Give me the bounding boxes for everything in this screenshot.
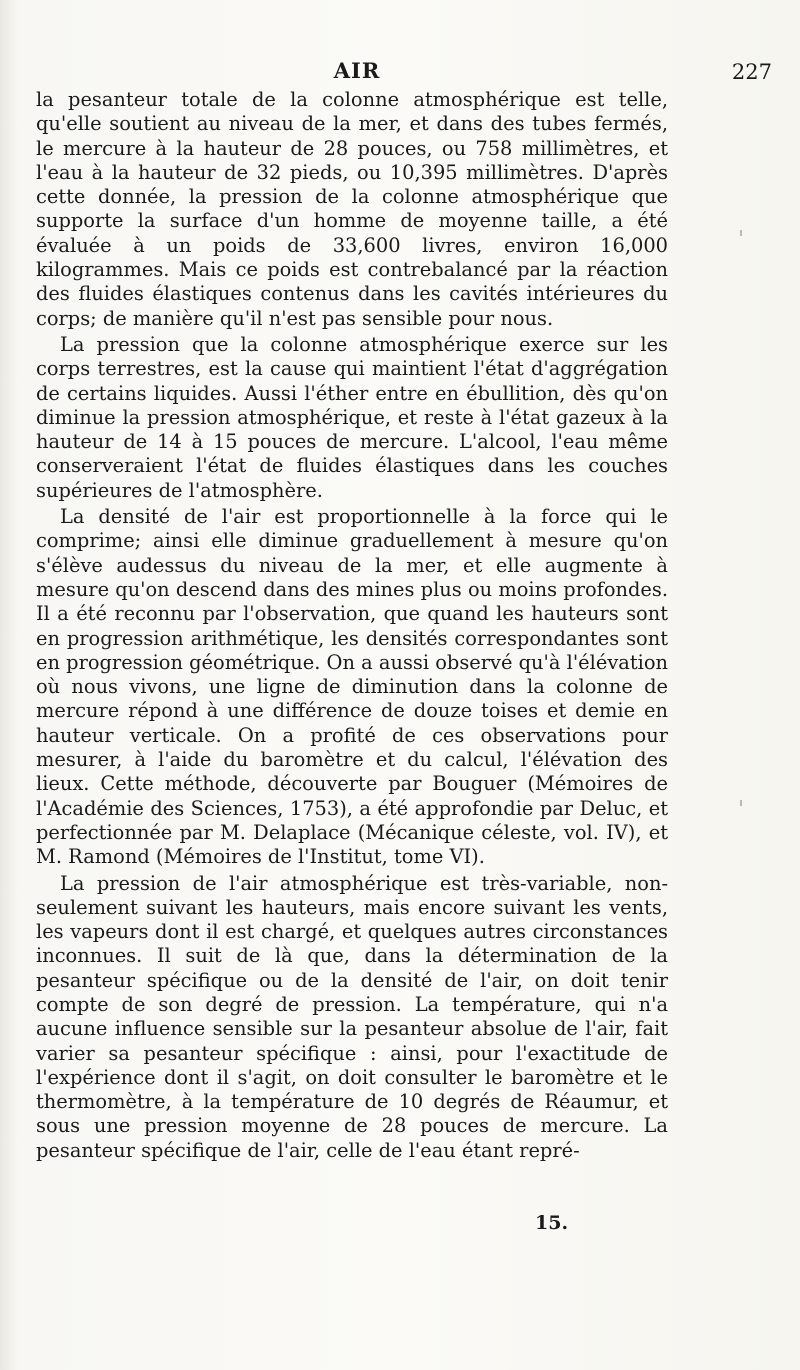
paragraph-1: la pesanteur totale de la colonne atmosphérique est telle, qu'elle soutient au niveau de la mer, et dans des tubes fermés, le mercure à la hauteur de 28 pouces, ou 758 millimètres, et l'eau à la hauteur de 32 pieds, ou 10,395 millimètres. D'après cette donnée, la pression de la colonne atmosphérique que supporte la surface d'un homme de moyenne taille, a été évaluée à un poids de 33,600 livres, environ 16,000 kilogrammes. Mais ce poids est contrebalancé par la réaction des fluides élastiques contenus dans les cavités intérieures du corps; de manière qu'il n'est pas sensible pour nous. bbox=[36, 88, 668, 330]
paragraph-3: La densité de l'air est proportionnelle à la force qui le comprime; ainsi elle diminue graduellement à mesure qu'on s'élève audessus du niveau de la mer, et elle augmente à mesure qu'on descend dans des mines plus ou moins profondes. Il a été reconnu par l'observation, que quand les hauteurs sont en progression arithmétique, les densités correspondantes sont en progression géométrique. On a aussi observé qu'à l'élévation où nous vivons, une ligne de diminution dans la colonne de mercure répond à une différence de douze toises et demie en hauteur verticale. On a profité de ces observations pour mesurer, à l'aide du baromètre et du calcul, l'élévation des lieux. Cette méthode, découverte par Bouguer (Mémoires de l'Académie des Sciences, 1753), a été approfondie par Deluc, et perfectionnée par M. Delaplace (Mécanique céleste, vol. IV), et M. Ramond (Mémoires de l'Institut, tome VI). bbox=[36, 505, 668, 869]
paragraph-2: La pression que la colonne atmosphérique exerce sur les corps terrestres, est la cause qui maintient l'état d'aggrégation de certains liquides. Aussi l'éther entre en ébullition, dès qu'on diminue la pression atmosphérique, et reste à l'état gazeux à la hauteur de 14 à 15 pouces de mercure. L'alcool, l'eau même conserveraient l'état de fluides élastiques dans les couches supérieures de l'atmosphère. bbox=[36, 332, 668, 502]
page-number: 227 bbox=[731, 60, 772, 84]
body-text bbox=[36, 88, 668, 1163]
margin-speck bbox=[740, 230, 742, 236]
running-head bbox=[36, 58, 772, 88]
running-title: AIR bbox=[333, 58, 381, 83]
signature-mark: 15. bbox=[535, 1212, 569, 1234]
margin-speck bbox=[740, 800, 742, 806]
paragraph-4: La pression de l'air atmosphérique est très-variable, non-seulement suivant les hauteurs, mais encore suivant les vents, les vapeurs dont il est chargé, et quelques autres circonstances inconnues. Il suit de là que, dans la détermination de la pesanteur spécifique ou de la densité de l'air, on doit tenir compte de son degré de pression. La température, qui n'a aucune influence sensible sur la pesanteur absolue de l'air, fait varier sa pesanteur spécifique : ainsi, pour l'exactitude de l'expérience dont il s'agit, on doit consulter le baromètre et le thermomètre, à la température de 10 degrés de Réaumur, et sous une pression moyenne de 28 pouces de mercure. La pesanteur spécifique de l'air, celle de l'eau étant repré- bbox=[36, 871, 668, 1162]
